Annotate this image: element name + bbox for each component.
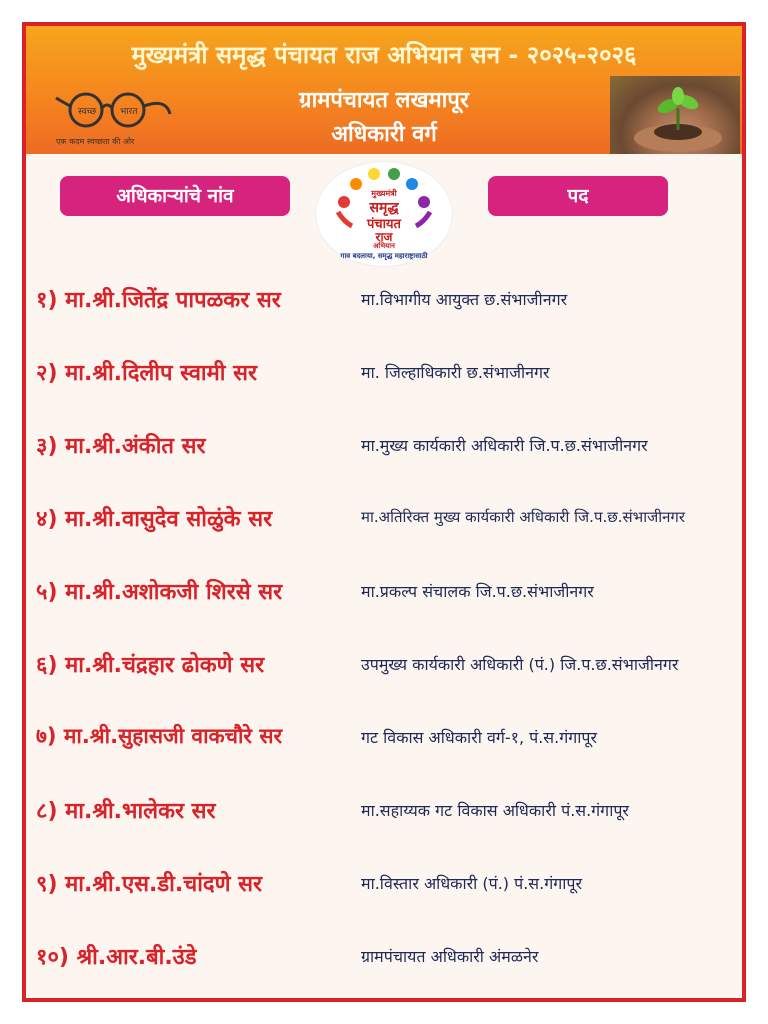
officer-post: उपमुख्य कार्यकारी अधिकारी (पं.) जि.प.छ.संभाजीनगर bbox=[361, 655, 679, 674]
poster-title: मुख्यमंत्री समृद्ध पंचायत राज अभियान सन - २०२५-२०२६ bbox=[131, 41, 637, 69]
officer-name: ३) मा.श्री.अंकीत सर bbox=[36, 434, 206, 459]
list-item bbox=[26, 493, 742, 566]
logo-line2: समृद्ध bbox=[369, 200, 399, 216]
list-item bbox=[26, 785, 742, 858]
officer-name: ४) मा.श्री.वासुदेव सोळुंके सर bbox=[36, 507, 273, 532]
logo-line3: पंचायत bbox=[367, 217, 401, 232]
logo-line4: राज bbox=[375, 230, 393, 244]
plant-in-hands-image bbox=[610, 76, 740, 154]
list-item bbox=[26, 639, 742, 712]
logo-line5: अभियान bbox=[373, 242, 395, 250]
list-item bbox=[26, 931, 742, 1002]
list-item bbox=[26, 347, 742, 420]
logo-tagline: गाव बदलाया, समृद्ध महाराष्ट्रासाठी bbox=[340, 252, 428, 260]
officer-post: गट विकास अधिकारी वर्ग-१, पं.स.गंगापूर bbox=[361, 728, 597, 747]
samruddh-panchayat-raj-logo bbox=[316, 162, 452, 266]
officer-category: अधिकारी वर्ग bbox=[331, 122, 437, 147]
list-item bbox=[26, 420, 742, 493]
officer-post: ग्रामपंचायत अधिकारी अंमळनेर bbox=[361, 947, 539, 966]
header-banner bbox=[26, 26, 742, 154]
poster-frame bbox=[22, 22, 746, 1002]
officer-name: ५) मा.श्री.अशोकजी शिरसे सर bbox=[36, 580, 283, 605]
column-header-post: पद bbox=[488, 176, 668, 216]
gram-panchayat-name: ग्रामपंचायत लखमापूर bbox=[299, 88, 469, 113]
officer-post: मा.विस्तार अधिकारी (पं.) पं.स.गंगापूर bbox=[361, 874, 582, 893]
officer-post: मा.प्रकल्प संचालक जि.प.छ.संभाजीनगर bbox=[361, 582, 594, 601]
swachh-label-left: स्वच्छ bbox=[78, 107, 97, 117]
officer-post: मा.मुख्य कार्यकारी अधिकारी जि.प.छ.संभाजीनगर bbox=[361, 436, 648, 455]
officer-name: ८) मा.श्री.भालेकर सर bbox=[36, 799, 216, 824]
officer-name: २) मा.श्री.दिलीप स्वामी सर bbox=[36, 361, 258, 386]
officer-name: १०) श्री.आर.बी.उंडे bbox=[36, 945, 197, 970]
list-item bbox=[26, 858, 742, 931]
officer-name: ९) मा.श्री.एस.डी.चांदणे सर bbox=[36, 872, 263, 897]
officer-post: मा.अतिरिक्त मुख्य कार्यकारी अधिकारी जि.प.छ.संभाजीनगर bbox=[361, 508, 686, 526]
officer-name: १) मा.श्री.जितेंद्र पापळकर सर bbox=[36, 288, 281, 313]
column-header-name: अधिकाऱ्यांचे नांव bbox=[60, 176, 290, 216]
list-item bbox=[26, 274, 742, 347]
list-item bbox=[26, 712, 742, 785]
swachh-tagline: एक कदम स्वच्छता की ओर bbox=[56, 137, 135, 146]
officer-post: मा. जिल्हाधिकारी छ.संभाजीनगर bbox=[361, 363, 550, 382]
officer-list bbox=[26, 274, 742, 1002]
officer-post: मा.सहाय्यक गट विकास अधिकारी पं.स.गंगापूर bbox=[361, 801, 629, 820]
officer-post: मा.विभागीय आयुक्त छ.संभाजीनगर bbox=[361, 290, 568, 309]
logo-line1: मुख्यमंत्री bbox=[371, 189, 397, 198]
officer-name: ६) मा.श्री.चंद्रहार ढोकणे सर bbox=[36, 653, 265, 678]
officer-name: ७) मा.श्री.सुहासजी वाकचौरे सर bbox=[36, 724, 283, 748]
list-item bbox=[26, 566, 742, 639]
swachh-label-right: भारत bbox=[120, 107, 138, 117]
